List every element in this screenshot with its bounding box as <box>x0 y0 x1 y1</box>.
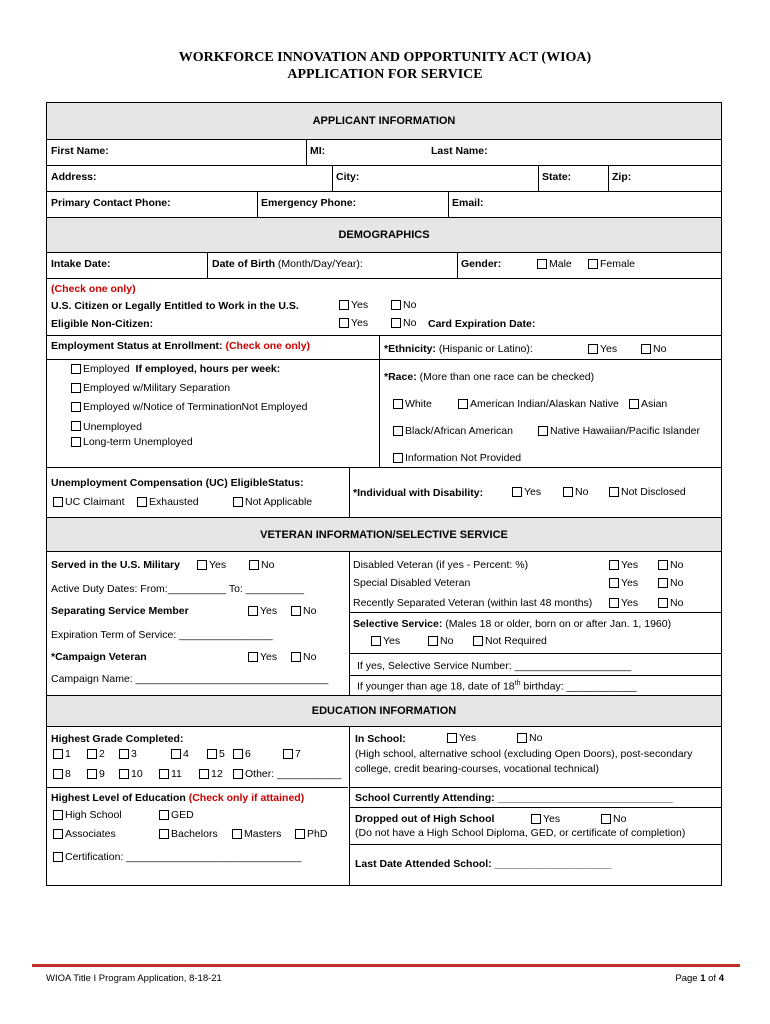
separating-label: Separating Service Member <box>51 605 189 617</box>
employed-notice-checkbox[interactable] <box>71 402 81 412</box>
in-school-yes-label: Yes <box>459 732 477 744</box>
campaign-name-field[interactable]: Campaign Name: _________________________________ <box>51 673 329 685</box>
recent-no-checkbox[interactable] <box>658 598 668 608</box>
mi-field[interactable]: MI: <box>310 145 326 157</box>
last-name-field[interactable]: Last Name: <box>431 145 488 157</box>
grade-label: 5 <box>219 748 225 760</box>
in-school-label: In School: <box>355 733 406 745</box>
employed-military-label: Employed w/Military Separation <box>83 382 231 394</box>
ged-checkbox[interactable] <box>159 810 169 820</box>
highest-level-label <box>51 792 304 804</box>
asian-label: Asian <box>641 398 668 410</box>
grade-label: 11 <box>171 768 182 780</box>
certification-field[interactable]: Certification: ______________________________ <box>65 851 302 863</box>
employment-status-title: Employment Status at Enrollment: <box>51 340 223 352</box>
ethnicity-label <box>384 343 533 355</box>
grade-checkbox[interactable] <box>119 749 129 759</box>
first-name-field[interactable]: First Name: <box>51 145 109 157</box>
served-no-label: No <box>261 559 275 571</box>
separating-yes-checkbox[interactable] <box>248 606 258 616</box>
masters-label: Masters <box>244 828 282 840</box>
disability-not-disclosed-label: Not Disclosed <box>621 486 686 498</box>
exhausted-label: Exhausted <box>149 496 199 508</box>
grade-label: 8 <box>65 768 71 780</box>
active-duty-dates-field[interactable]: Active Duty Dates: From:__________ To: __________ <box>51 583 305 595</box>
campaign-no-label: No <box>303 651 317 663</box>
education-section <box>46 696 722 886</box>
grade-checkbox[interactable] <box>207 749 217 759</box>
race-desc: (More than one race can be checked) <box>419 371 595 383</box>
grade-checkbox[interactable] <box>233 749 243 759</box>
associates-label: Associates <box>65 828 116 840</box>
longterm-unemployed-label: Long-term Unemployed <box>83 436 193 448</box>
veteran-information-header: VETERAN INFORMATION/SELECTIVE SERVICE <box>47 518 721 551</box>
special-yes-checkbox[interactable] <box>609 578 619 588</box>
in-school-desc-2: college, credit bearing-courses, vocational technical) <box>355 763 599 775</box>
white-checkbox[interactable] <box>393 399 403 409</box>
disability-yes-checkbox[interactable] <box>512 487 522 497</box>
recently-separated-label: Recently Separated Veteran (within last 48 months) <box>353 597 593 609</box>
ethnicity-title: *Ethnicity: <box>384 343 436 355</box>
uc-status-label: Unemployment Compensation (UC) EligibleStatus: <box>51 477 304 489</box>
hours-per-week-field[interactable]: If employed, hours per week: <box>135 363 281 375</box>
form-title: WORKFORCE INNOVATION AND OPPORTUNITY ACT (WIOA) <box>178 50 592 65</box>
grade-label: 9 <box>99 768 105 780</box>
high-school-checkbox[interactable] <box>53 810 63 820</box>
dropped-yes-checkbox[interactable] <box>531 814 541 824</box>
dob-label: Date of Birth <box>212 258 275 270</box>
grade-checkbox[interactable] <box>233 769 243 779</box>
hawaiian-checkbox[interactable] <box>538 426 548 436</box>
highest-level-title: Highest Level of Education <box>51 792 186 804</box>
associates-checkbox[interactable] <box>53 829 63 839</box>
grade-label: 12 <box>211 768 223 780</box>
grade-checkbox[interactable] <box>159 769 169 779</box>
page-number <box>675 973 724 984</box>
eighteenth-birthday-field[interactable] <box>357 680 637 693</box>
recent-yes-label: Yes <box>621 597 639 609</box>
race-label <box>384 371 594 383</box>
separating-no-label: No <box>303 605 317 617</box>
citizen-yes-label: Yes <box>351 299 369 311</box>
bachelors-checkbox[interactable] <box>159 829 169 839</box>
female-label: Female <box>600 258 636 270</box>
phd-label: PhD <box>307 828 328 840</box>
special-no-label: No <box>670 577 684 589</box>
white-label: White <box>405 398 432 410</box>
served-no-checkbox[interactable] <box>249 560 259 570</box>
employed-label <box>83 363 280 375</box>
ethnicity-yes-label: Yes <box>600 343 618 355</box>
grade-checkbox[interactable] <box>53 769 63 779</box>
selective-yes-checkbox[interactable] <box>371 636 381 646</box>
grade-checkbox[interactable] <box>199 769 209 779</box>
address-field[interactable]: Address: <box>51 171 97 183</box>
disabled-yes-label: Yes <box>621 559 639 571</box>
employed-text: Employed <box>83 363 130 375</box>
form-subtitle: APPLICATION FOR SERVICE <box>287 67 483 82</box>
disabled-yes-checkbox[interactable] <box>609 560 619 570</box>
page-current: 1 <box>700 973 706 984</box>
served-yes-label: Yes <box>209 559 227 571</box>
selective-not-required-label: Not Required <box>485 635 547 647</box>
separating-yes-label: Yes <box>260 605 278 617</box>
disabled-no-checkbox[interactable] <box>658 560 668 570</box>
campaign-no-checkbox[interactable] <box>291 652 301 662</box>
disability-no-checkbox[interactable] <box>563 487 573 497</box>
check-one-note: (Check one only) <box>51 283 136 295</box>
ethnicity-yes-checkbox[interactable] <box>588 344 598 354</box>
american-indian-label: American Indian/Alaskan Native <box>470 398 619 410</box>
ged-label: GED <box>171 809 194 821</box>
grade-checkbox[interactable] <box>53 749 63 759</box>
american-indian-checkbox[interactable] <box>458 399 468 409</box>
citizen-label: U.S. Citizen or Legally Entitled to Work in the U.S. <box>51 300 299 312</box>
selective-yes-label: Yes <box>383 635 401 647</box>
recent-yes-checkbox[interactable] <box>609 598 619 608</box>
asian-checkbox[interactable] <box>629 399 639 409</box>
zip-field[interactable]: Zip: <box>612 171 632 183</box>
state-field[interactable]: State: <box>542 171 572 183</box>
selective-title: Selective Service: <box>353 618 443 630</box>
noncitizen-label: Eligible Non-Citizen: <box>51 318 154 330</box>
info-not-provided-checkbox[interactable] <box>393 453 403 463</box>
in-school-desc-1: (High school, alternative school (excluding Open Doors), post-secondary <box>355 748 693 760</box>
dropped-out-label: Dropped out of High School <box>355 813 495 825</box>
noncitizen-yes-checkbox[interactable] <box>339 318 349 328</box>
high-school-label: High School <box>65 809 122 821</box>
page-label: Page <box>675 973 701 984</box>
certification-checkbox[interactable] <box>53 852 63 862</box>
grade-label: 3 <box>131 748 137 760</box>
school-attending-field[interactable]: School Currently Attending: ______________________________ <box>355 792 673 804</box>
not-applicable-label: Not Applicable <box>245 496 313 508</box>
employment-check-note: (Check one only) <box>225 340 311 352</box>
campaign-veteran-label: *Campaign Veteran <box>51 651 147 663</box>
black-checkbox[interactable] <box>393 426 403 436</box>
noncitizen-no-label: No <box>403 317 417 329</box>
th-superscript: th <box>514 680 521 687</box>
in-school-no-checkbox[interactable] <box>517 733 527 743</box>
campaign-yes-label: Yes <box>260 651 278 663</box>
selective-service-label <box>353 618 671 630</box>
gender-label: Gender: <box>461 258 502 270</box>
grade-checkbox[interactable] <box>283 749 293 759</box>
male-checkbox[interactable] <box>537 259 547 269</box>
special-disabled-label: Special Disabled Veteran <box>353 577 471 589</box>
unemployed-label: Unemployed <box>83 421 142 433</box>
female-checkbox[interactable] <box>588 259 598 269</box>
disabled-veteran-label: Disabled Veteran (if yes - Percent: %) <box>353 559 529 571</box>
grade-label: Other: ___________ <box>245 768 342 780</box>
selective-no-checkbox[interactable] <box>428 636 438 646</box>
uc-claimant-checkbox[interactable] <box>53 497 63 507</box>
dropped-yes-label: Yes <box>543 813 561 825</box>
disability-yes-label: Yes <box>524 486 542 498</box>
grade-label: 7 <box>295 748 301 760</box>
page-of: of <box>705 973 719 984</box>
hawaiian-label: Native Hawaiian/Pacific Islander <box>550 425 700 437</box>
uc-claimant-label: UC Claimant <box>65 496 125 508</box>
dob-format: (Month/Day/Year): <box>277 258 363 270</box>
phd-checkbox[interactable] <box>295 829 305 839</box>
bachelors-label: Bachelors <box>171 828 218 840</box>
longterm-unemployed-checkbox[interactable] <box>71 437 81 447</box>
grade-label: 10 <box>131 768 143 780</box>
employment-status-label <box>51 340 310 352</box>
campaign-yes-checkbox[interactable] <box>248 652 258 662</box>
highest-grade-label: Highest Grade Completed: <box>51 733 184 745</box>
male-label: Male <box>549 258 572 270</box>
grade-label: 1 <box>65 748 71 760</box>
footer-left: WIOA Title I Program Application, 8-18-21 <box>46 973 222 984</box>
citizen-no-label: No <box>403 299 417 311</box>
unemployed-checkbox[interactable] <box>71 421 81 431</box>
grade-label: 2 <box>99 748 105 760</box>
in-school-no-label: No <box>529 732 543 744</box>
disability-not-disclosed-checkbox[interactable] <box>609 487 619 497</box>
not-applicable-checkbox[interactable] <box>233 497 243 507</box>
education-information-header: EDUCATION INFORMATION <box>47 696 721 726</box>
ethnicity-no-checkbox[interactable] <box>641 344 651 354</box>
email-field[interactable]: Email: <box>452 197 484 209</box>
emergency-phone-field[interactable]: Emergency Phone: <box>261 197 357 209</box>
disabled-no-label: No <box>670 559 684 571</box>
served-yes-checkbox[interactable] <box>197 560 207 570</box>
grade-checkbox[interactable] <box>87 749 97 759</box>
black-label: Black/African American <box>405 425 513 437</box>
grade-checkbox[interactable] <box>171 749 181 759</box>
expiration-term-field[interactable]: Expiration Term of Service: ________________ <box>51 629 273 641</box>
citizen-no-checkbox[interactable] <box>391 300 401 310</box>
dropped-out-desc: (Do not have a High School Diploma, GED, or certificate of completion) <box>355 827 686 839</box>
page-total: 4 <box>718 973 724 984</box>
selective-no-label: No <box>440 635 454 647</box>
application-form <box>46 102 722 696</box>
birthday-text: birthday: ____________ <box>520 680 637 693</box>
grade-checkbox[interactable] <box>87 769 97 779</box>
separating-no-checkbox[interactable] <box>291 606 301 616</box>
younger-text: If younger than age 18, date of 18 <box>357 680 515 693</box>
ethnicity-desc: (Hispanic or Latino): <box>438 343 533 355</box>
card-expiration-field[interactable]: Card Expiration Date: <box>428 318 536 330</box>
masters-checkbox[interactable] <box>232 829 242 839</box>
served-military-label: Served in the U.S. Military <box>51 559 180 571</box>
exhausted-checkbox[interactable] <box>137 497 147 507</box>
primary-phone-field[interactable]: Primary Contact Phone: <box>51 197 171 209</box>
selective-desc: (Males 18 or older, born on or after Jan. 1, 1960) <box>445 618 672 630</box>
ss-number-field[interactable]: If yes, Selective Service Number: ____________________ <box>357 660 632 672</box>
intake-date-field[interactable]: Intake Date: <box>51 258 111 270</box>
disability-label: *Individual with Disability: <box>353 487 484 499</box>
highest-level-note: (Check only if attained) <box>188 792 305 804</box>
recent-no-label: No <box>670 597 684 609</box>
applicant-information-header: APPLICANT INFORMATION <box>47 103 721 139</box>
noncitizen-yes-label: Yes <box>351 317 369 329</box>
special-yes-label: Yes <box>621 577 639 589</box>
employed-notice-label: Employed w/Notice of TerminationNot Employed <box>83 401 308 413</box>
grade-label: 6 <box>245 748 251 760</box>
employed-military-checkbox[interactable] <box>71 383 81 393</box>
city-field[interactable]: City: <box>336 171 360 183</box>
employed-checkbox[interactable] <box>71 364 81 374</box>
info-not-provided-label: Information Not Provided <box>405 452 522 464</box>
dob-field[interactable] <box>212 258 363 270</box>
in-school-yes-checkbox[interactable] <box>447 733 457 743</box>
disability-no-label: No <box>575 486 589 498</box>
demographics-header: DEMOGRAPHICS <box>47 218 721 252</box>
grade-label: 4 <box>183 748 189 760</box>
citizen-yes-checkbox[interactable] <box>339 300 349 310</box>
dropped-no-label: No <box>613 813 627 825</box>
last-date-attended-field[interactable]: Last Date Attended School: ____________________ <box>355 858 612 870</box>
selective-not-required-checkbox[interactable] <box>473 636 483 646</box>
dropped-no-checkbox[interactable] <box>601 814 611 824</box>
special-no-checkbox[interactable] <box>658 578 668 588</box>
ethnicity-no-label: No <box>653 343 667 355</box>
noncitizen-no-checkbox[interactable] <box>391 318 401 328</box>
grade-checkbox[interactable] <box>119 769 129 779</box>
race-title: *Race: <box>384 371 417 383</box>
footer-divider <box>32 964 740 967</box>
